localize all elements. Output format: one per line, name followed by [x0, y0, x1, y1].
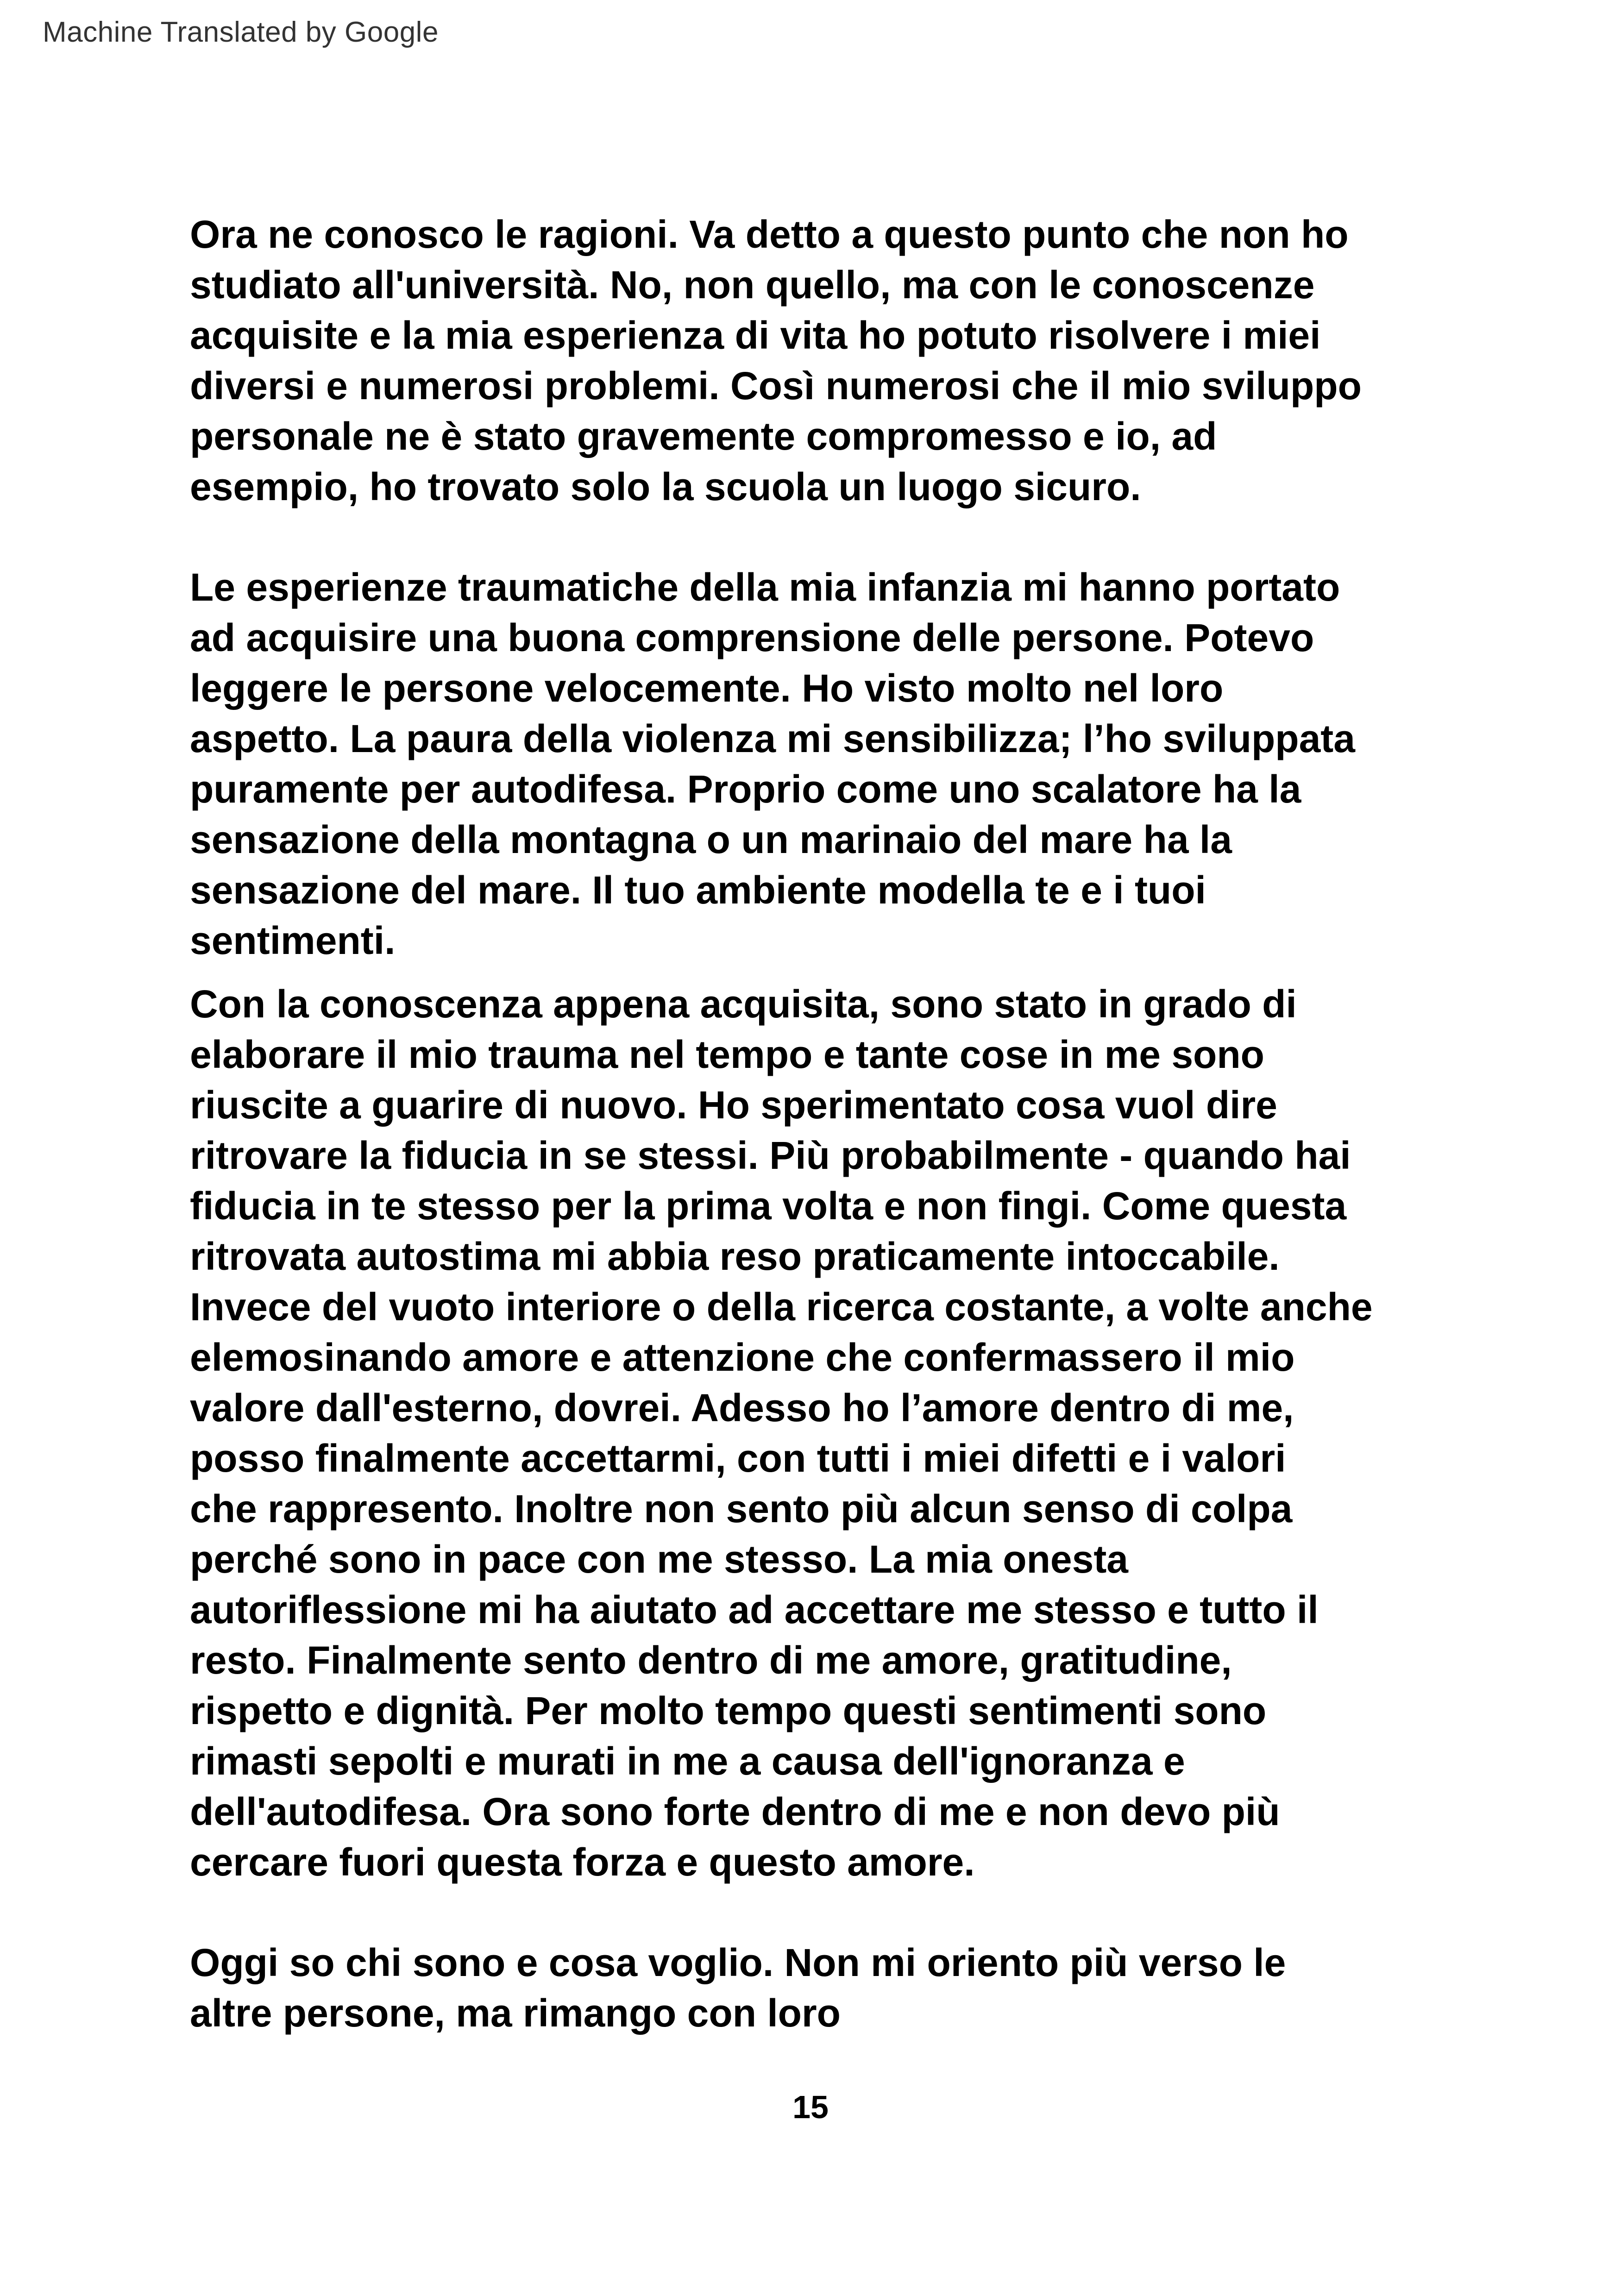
text-line: posso finalmente accettarmi, con tutti i miei difetti e i valori [190, 1437, 1286, 1480]
text-line: rimasti sepolti e murati in me a causa dell'ignoranza e [190, 1739, 1185, 1783]
text-line: Le esperienze traumatiche della mia infanzia mi hanno portato [190, 565, 1340, 609]
text-line: che rappresento. Inoltre non sento più alcun senso di colpa [190, 1487, 1293, 1531]
text-line: personale ne è stato gravemente compromesso e io, ad [190, 414, 1217, 458]
text-line: sentimenti. [190, 919, 396, 962]
text-line: fiducia in te stesso per la prima volta e non fingi. Come questa [190, 1184, 1347, 1228]
text-line: ad acquisire una buona comprensione delle persone. Potevo [190, 616, 1314, 659]
page-number: 15 [792, 2089, 829, 2125]
text-line: puramente per autodifesa. Proprio come uno scalatore ha la [190, 767, 1301, 811]
text-line: elaborare il mio trauma nel tempo e tante cose in me sono [190, 1033, 1264, 1076]
paragraph-spacer [190, 966, 1505, 979]
text-line: esempio, ho trovato solo la scuola un luogo sicuro. [190, 465, 1141, 508]
text-line: cercare fuori questa forza e questo amore. [190, 1840, 975, 1884]
text-line: autoriflessione mi ha aiutato ad accettare me stesso e tutto il [190, 1588, 1319, 1631]
text-line: resto. Finalmente sento dentro di me amore, gratitudine, [190, 1638, 1232, 1682]
paragraph-spacer [190, 1888, 1505, 1938]
text-line: Invece del vuoto interiore o della ricerca costante, a volte anche [190, 1285, 1373, 1329]
machine-translation-banner: Machine Translated by Google [43, 16, 439, 48]
text-line: ritrovata autostima mi abbia reso praticamente intoccabile. [190, 1235, 1280, 1278]
text-line: rispetto e dignità. Per molto tempo questi sentimenti sono [190, 1689, 1267, 1732]
text-line: Oggi so chi sono e cosa voglio. Non mi oriento più verso le [190, 1941, 1286, 1984]
text-line: elemosinando amore e attenzione che confermassero il mio [190, 1336, 1295, 1379]
text-line: dell'autodifesa. Ora sono forte dentro di me e non devo più [190, 1790, 1280, 1833]
paragraph-2 [190, 562, 1505, 966]
text-line: sensazione del mare. Il tuo ambiente modella te e i tuoi [190, 868, 1206, 912]
paragraph-1 [190, 209, 1505, 512]
text-line: aspetto. La paura della violenza mi sensibilizza; l’ho sviluppata [190, 717, 1355, 760]
text-line: ritrovare la fiducia in se stessi. Più probabilmente - quando hai [190, 1134, 1351, 1177]
paragraph-4 [190, 1938, 1505, 2039]
text-line: Con la conoscenza appena acquisita, sono stato in grado di [190, 982, 1297, 1026]
text-line: altre persone, ma rimango con loro [190, 1991, 841, 2035]
text-line: Ora ne conosco le ragioni. Va detto a questo punto che non ho [190, 213, 1349, 256]
text-line: perché sono in pace con me stesso. La mia onesta [190, 1537, 1129, 1581]
text-line: sensazione della montagna o un marinaio del mare ha la [190, 818, 1232, 861]
text-line: diversi e numerosi problemi. Così numerosi che il mio sviluppo [190, 364, 1362, 408]
paragraph-3 [190, 979, 1505, 1888]
text-line: valore dall'esterno, dovrei. Adesso ho l’amore dentro di me, [190, 1386, 1294, 1430]
text-line: riuscite a guarire di nuovo. Ho sperimentato cosa vuol dire [190, 1083, 1277, 1127]
text-line: leggere le persone velocemente. Ho visto molto nel loro [190, 666, 1224, 710]
document-body [190, 209, 1505, 2039]
paragraph-spacer [190, 512, 1505, 562]
text-line: studiato all'università. No, non quello, ma con le conoscenze [190, 263, 1315, 307]
text-line: acquisite e la mia esperienza di vita ho potuto risolvere i miei [190, 314, 1321, 357]
